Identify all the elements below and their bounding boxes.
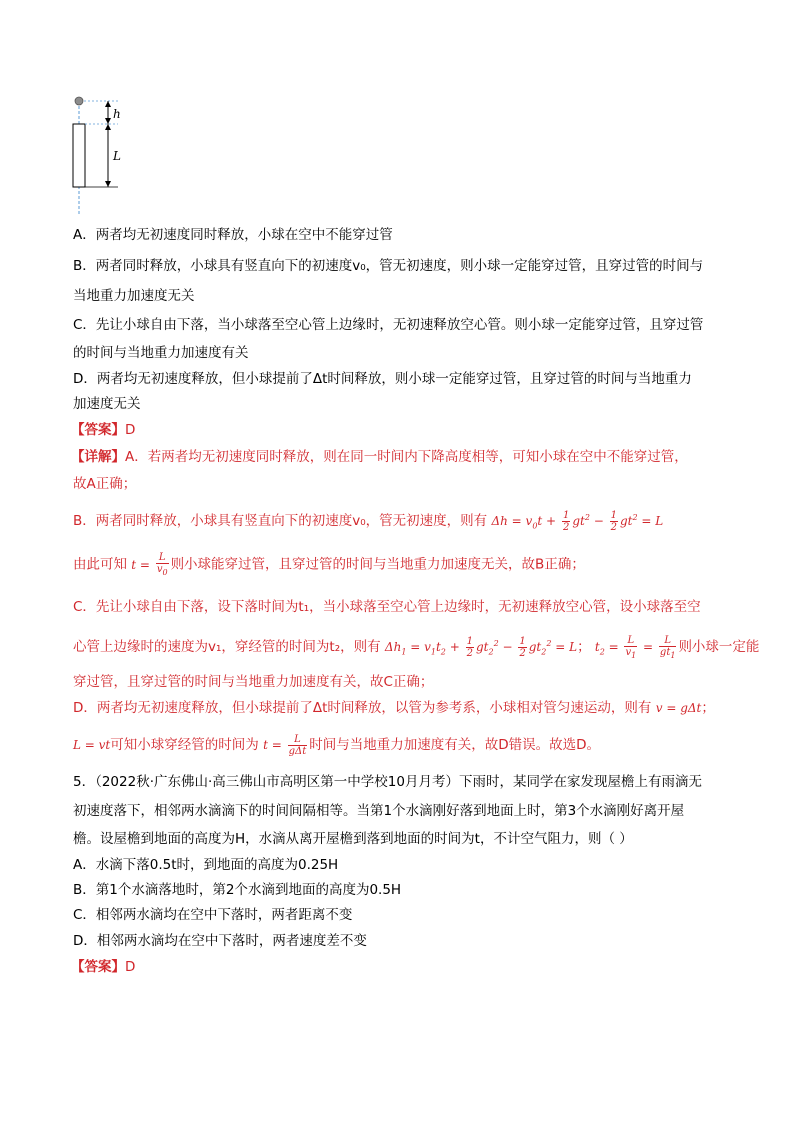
explain-d-line1: D．两者均无初速度释放，但小球提前了Δt时间释放，以管为参考系，小球相对管匀速运动，则有 v = gΔt； xyxy=(73,700,715,716)
explain-a-text: A．若两者均无初速度同时释放，则在同一时间内下降高度相等，可知小球在空中不能穿过管， xyxy=(125,449,688,465)
explain-d1-text: D．两者均无初速度释放，但小球提前了Δt时间释放，以管为参考系，小球相对管匀速运动，则有 xyxy=(73,700,652,716)
q5-line3: 檐。设屋檐到地面的高度为H，水滴从离开屋檐到落到地面的时间为t，不计空气阻力，则（ ） xyxy=(73,831,633,847)
option-d-line2: 加速度无关 xyxy=(73,396,141,412)
option-c-line1: C．先让小球自由下落，当小球落至空心管上边缘时，无初速释放空心管。则小球一定能穿过管，且穿过管 xyxy=(73,317,704,333)
option-b-line1: B．两者同时释放，小球具有竖直向下的初速度v₀，管无初速度，则小球一定能穿过管，且穿过管的时间与 xyxy=(73,258,704,274)
explain-d2-mid: 可知小球穿经管的时间为 xyxy=(110,737,259,753)
explain-c-line2: 心管上边缘时的速度为v₁，穿经管的时间为t₂，则有 $\Delta h_1 = v_1t_2$ + $\frac{1}{2}$ $gt_2^2$ − $\frac{1}{2}$ $gt_2^2 = L$； $t_2$ = $\frac{L}{v_1}$ = $\frac{L}{gt_1}$ 则小球一定能 xyxy=(73,634,760,660)
option-a: A．两者均无初速度同时释放，小球在空中不能穿过管 xyxy=(73,227,393,243)
explain-a-line1 xyxy=(71,447,688,467)
tube-ball-figure xyxy=(60,92,140,217)
formula-b1: $\Delta h = v_0t$ + $\frac{1}{2}$ $gt^2$ − $\frac{1}{2}$ $gt^2 = L$ xyxy=(491,510,664,533)
ball xyxy=(75,97,83,105)
q5-line1: 5．（2022秋·广东佛山·高三佛山市高明区第一中学校10月月考）下雨时，某同学在家发现屋檐上有雨滴无 xyxy=(73,774,702,790)
explain-b2-pre: 由此可知 xyxy=(73,556,127,573)
explain-c-line3: 穿过管，且穿过管的时间与当地重力加速度有关，故C正确； xyxy=(73,674,434,690)
q5-option-c: C．相邻两水滴均在空中下落时，两者距离不变 xyxy=(73,907,353,923)
answer2-value: D xyxy=(125,959,136,975)
answer-value: D xyxy=(125,422,136,438)
option-b-line2: 当地重力加速度无关 xyxy=(73,288,195,304)
explain-c-line1: C．先让小球自由下落，设下落时间为t₁，当小球落至空心管上边缘时，无初速释放空心管，设小球落至空 xyxy=(73,599,701,615)
q5-option-a: A．水滴下落0.5t时，到地面的高度为0.25H xyxy=(73,857,339,873)
label-h: h xyxy=(113,107,121,121)
formula-c1: $\Delta h_1 = v_1t_2$ + $\frac{1}{2}$ $gt_2^2$ − $\frac{1}{2}$ $gt_2^2 = L$ xyxy=(384,636,578,659)
option-d-line1: D．两者均无初速度释放，但小球提前了Δt时间释放，则小球一定能穿过管，且穿过管的时间与当地重力 xyxy=(73,371,692,387)
answer2-label: 【答案】 xyxy=(71,959,125,975)
formula-c2: $t_2$ = $\frac{L}{v_1}$ = $\frac{L}{gt_1}$ xyxy=(594,634,676,660)
formula-d3: t = $\frac{L}{\text{gΔt}}$ xyxy=(263,734,307,757)
explain-label: 【详解】 xyxy=(71,449,125,465)
formula-d1: v = gΔt xyxy=(655,701,702,715)
q5-option-d: D．相邻两水滴均在空中下落时，两者速度差不变 xyxy=(73,933,367,949)
explain-d2-post: 时间与当地重力加速度有关，故D错误。故选D。 xyxy=(309,737,601,753)
answer-1 xyxy=(71,420,135,440)
explain-c2-pre: 心管上边缘时的速度为v₁，穿经管的时间为t₂，则有 xyxy=(73,639,381,655)
explain-c2-post: 则小球一定能 xyxy=(678,639,760,655)
q5-option-b: B．第1个水滴落地时，第2个水滴到地面的高度为0.5H xyxy=(73,882,402,898)
answer-label: 【答案】 xyxy=(71,422,125,438)
explain-b-text: B．两者同时释放，小球具有竖直向下的初速度v₀，管无初速度，则有 xyxy=(73,513,488,529)
label-L: L xyxy=(113,149,121,163)
explain-b-line2 xyxy=(73,552,585,578)
formula-b2: t = $\frac{L}{v_0}$ xyxy=(131,552,168,577)
option-c-line2: 的时间与当地重力加速度有关 xyxy=(73,345,249,361)
tube xyxy=(73,124,85,187)
explain-b2-post: 则小球能穿过管，且穿过管的时间与当地重力加速度无关，故B正确； xyxy=(170,556,585,573)
answer-2 xyxy=(71,957,135,977)
explain-b-line1 xyxy=(73,508,663,536)
q5-line2: 初速度落下，相邻两水滴滴下的时间间隔相等。当第1个水滴刚好落到地面上时，第3个水滴刚好离开屋 xyxy=(73,803,685,819)
explain-d-line2 xyxy=(73,734,600,757)
formula-d2: L = vt xyxy=(73,738,111,752)
explain-a-line2: 故A正确； xyxy=(73,476,137,492)
